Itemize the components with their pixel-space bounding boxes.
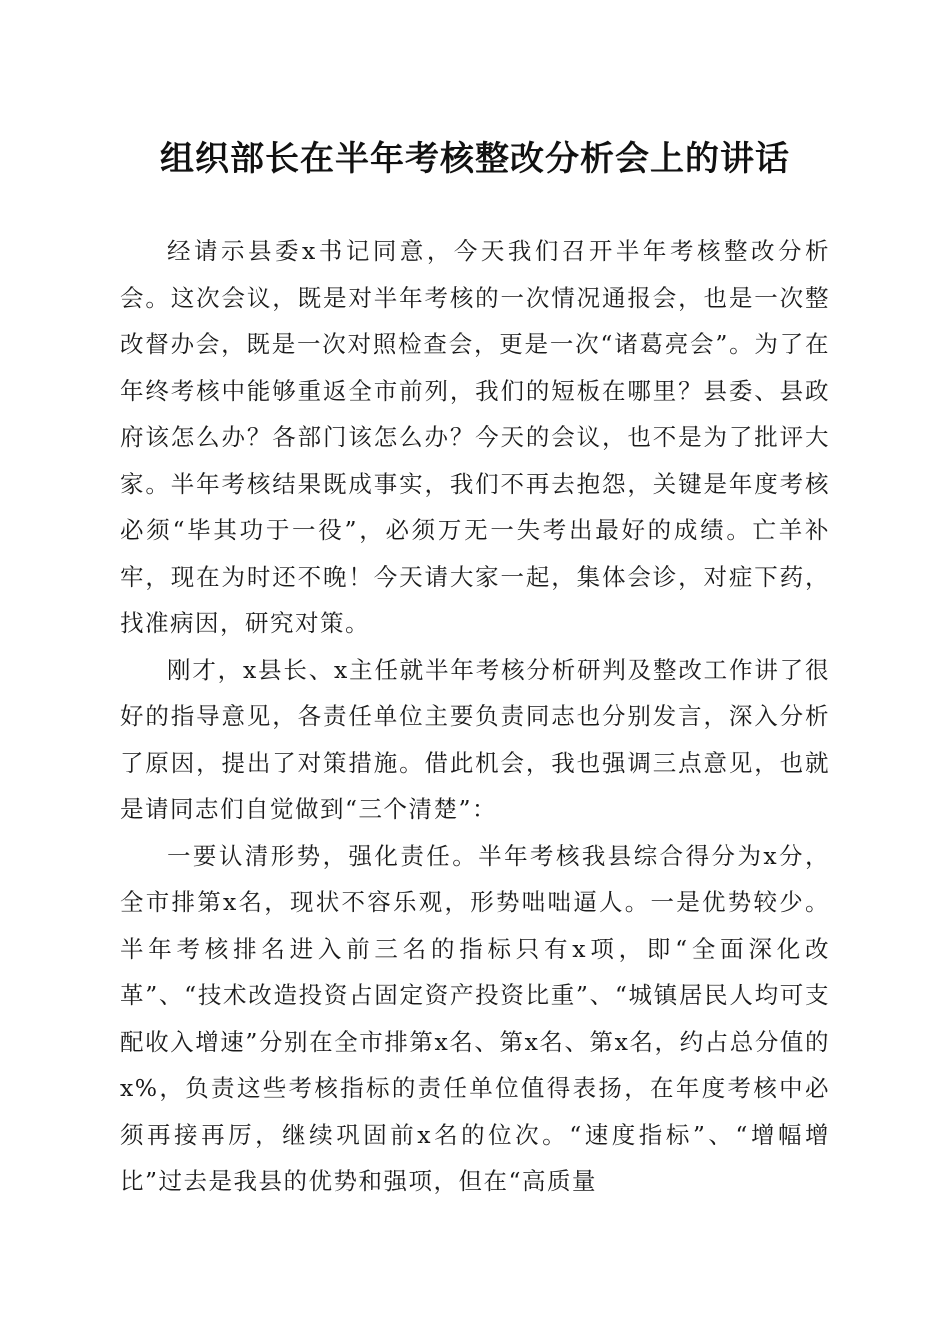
document-title: 组织部长在半年考核整改分析会上的讲话 xyxy=(160,139,790,179)
paragraph-three-points: 刚才，x县长、x主任就半年考核分析研判及整改工作讲了很好的指导意见，各责任单位主要负责同志也分别发言，深入分析了原因，提出了对策措施。借此机会，我也强调三点意见，也就是请同志们自觉做到“三个清楚”： xyxy=(120,655,830,823)
document-body xyxy=(120,228,830,1205)
paragraph-opening: 经请示县委x书记同意，今天我们召开半年考核整改分析会。这次会议，既是对半年考核的一次情况通报会，也是一次整改督办会，既是一次对照检查会，更是一次“诸葛亮会”。为了在年终考核中能够重返全市前列，我们的短板在哪里？县委、县政府该怎么办？各部门该怎么办？今天的会议，也不是为了批评大家。半年考核结果既成事实，我们不再去抱怨，关键是年度考核必须“毕其功于一役”，必须万无一失考出最好的成绩。亡羊补牢，现在为时还不晚！今天请大家一起，集体会诊，对症下药，找准病因，研究对策。 xyxy=(120,237,830,637)
paragraph-point-one: 一要认清形势，强化责任。半年考核我县综合得分为x分，全市排第x名，现状不容乐观，形势咄咄逼人。一是优势较少。半年考核排名进入前三名的指标只有x项，即“全面深化改革”、“技术改造投资占固定资产投资比重”、“城镇居民人均可支配收入增速”分别在全市排第x名、第x名、第x名，约占总分值的x%，负责这些考核指标的责任单位值得表扬，在年度考核中必须再接再厉，继续巩固前x名的位次。“速度指标”、“增幅增比”过去是我县的优势和强项，但在“高质量 xyxy=(120,841,830,1195)
